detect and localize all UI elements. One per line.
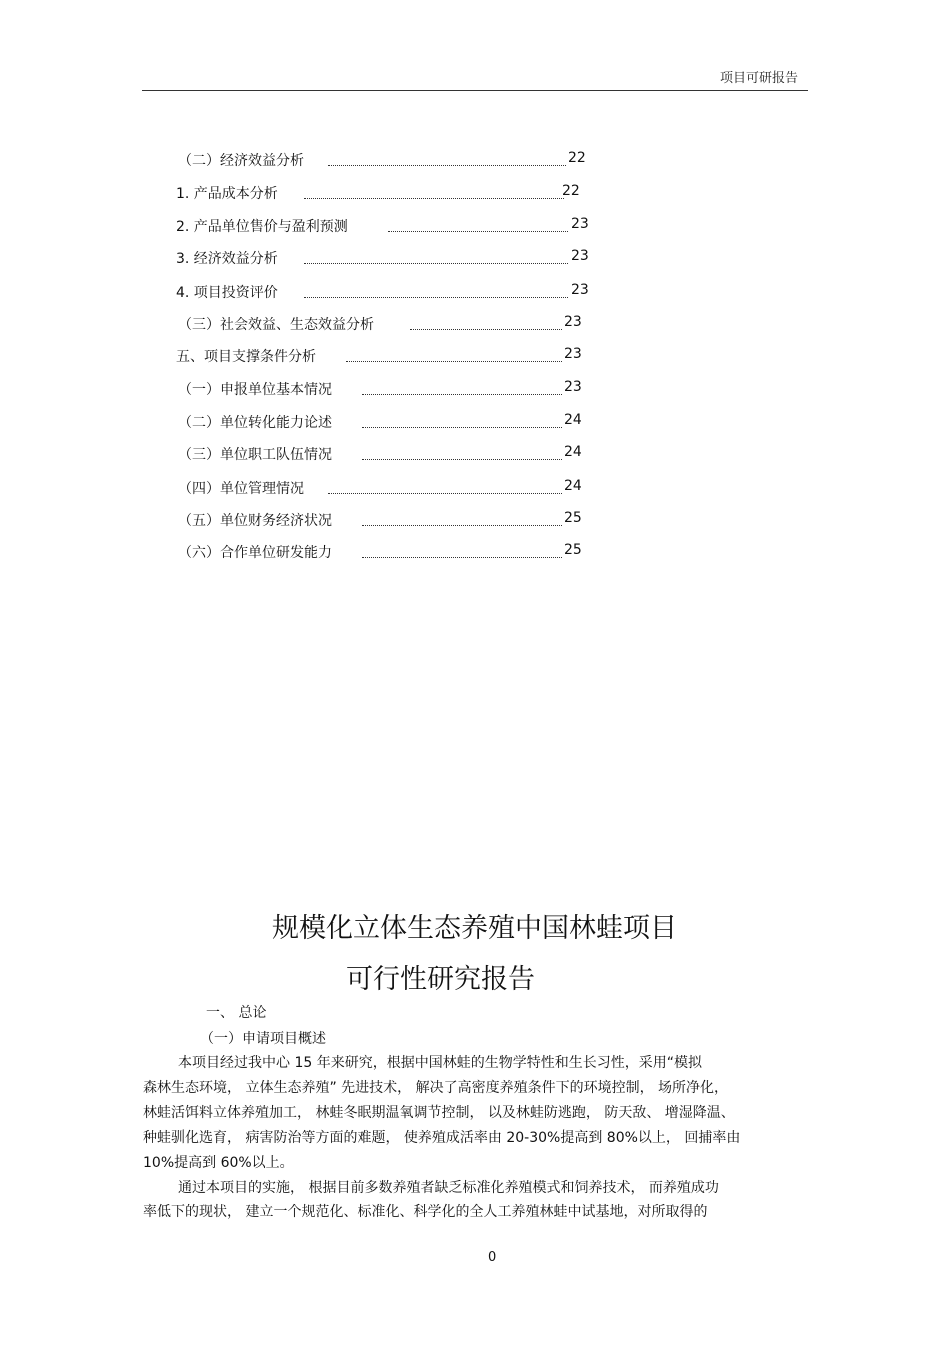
- paragraph-line: 本项目经过我中心 15 年来研究，根据中国林蛙的生物学特性和生长习性，采用“模拟: [178, 1055, 702, 1071]
- toc-page: 23: [571, 248, 589, 264]
- toc-page: 22: [568, 150, 586, 166]
- toc-page: 23: [564, 314, 582, 330]
- paragraph-line: 率低下的现状， 建立一个规范化、标准化、科学化的全人工养殖林蛙中试基地，对所取得的: [143, 1204, 708, 1220]
- toc-row[interactable]: [0, 314, 950, 334]
- toc-label: （五）单位财务经济状况: [178, 513, 332, 529]
- toc-leader-dots: [410, 329, 562, 330]
- toc-page: 23: [564, 346, 582, 362]
- toc-leader-dots: [304, 297, 568, 298]
- toc-page: 24: [564, 444, 582, 460]
- page-number: 0: [488, 1250, 497, 1265]
- toc-label: （三）单位职工队伍情况: [178, 447, 332, 463]
- toc-label: 4. 项目投资评价: [176, 285, 278, 301]
- toc-page: 24: [564, 412, 582, 428]
- toc-leader-dots: [362, 394, 562, 395]
- toc-label: （二）单位转化能力论述: [178, 415, 332, 431]
- toc-label: （三）社会效益、生态效益分析: [178, 317, 374, 333]
- toc-leader-dots: [362, 557, 562, 558]
- toc-leader-dots: [328, 165, 566, 166]
- toc-label: （二）经济效益分析: [178, 153, 304, 169]
- toc-leader-dots: [362, 459, 562, 460]
- paragraph-line: 10%提高到 60%以上。: [143, 1155, 294, 1171]
- toc-page: 24: [564, 478, 582, 494]
- toc-leader-dots: [388, 231, 568, 232]
- toc-page: 25: [564, 542, 582, 558]
- toc-label: 2. 产品单位售价与盈利预测: [176, 219, 348, 235]
- toc-page: 25: [564, 510, 582, 526]
- toc-row[interactable]: [0, 412, 950, 432]
- toc-label: 3. 经济效益分析: [176, 251, 278, 267]
- toc-label: （一）申报单位基本情况: [178, 382, 332, 398]
- subsection-heading: （一）申请项目概述: [200, 1031, 326, 1047]
- toc-row[interactable]: [0, 444, 950, 464]
- toc-label: （六）合作单位研发能力: [178, 545, 332, 561]
- paragraph-line: 林蛙活饵料立体养殖加工， 林蛙冬眠期温氧调节控制， 以及林蛙防逃跑， 防天敌、 增湿降温、: [143, 1105, 735, 1121]
- toc-row[interactable]: [0, 379, 950, 399]
- toc-row[interactable]: [0, 248, 950, 268]
- toc-page: 23: [571, 216, 589, 232]
- report-title-line2: 可行性研究报告: [346, 964, 535, 995]
- toc-leader-dots: [328, 493, 562, 494]
- toc-leader-dots: [346, 361, 562, 362]
- toc-row[interactable]: [0, 150, 950, 170]
- toc-page: 23: [571, 282, 589, 298]
- page-header-title: 项目可研报告: [719, 71, 798, 86]
- toc-row[interactable]: [0, 282, 950, 302]
- paragraph-line: 通过本项目的实施， 根据目前多数养殖者缺乏标准化养殖模式和饲养技术， 而养殖成功: [178, 1180, 719, 1196]
- toc-leader-dots: [362, 427, 562, 428]
- toc-row[interactable]: [0, 346, 950, 366]
- toc-leader-dots: [304, 263, 568, 264]
- toc-row[interactable]: [0, 510, 950, 530]
- paragraph-line: 森林生态环境， 立体生态养殖” 先进技术， 解决了高密度养殖条件下的环境控制， 场所净化，: [143, 1080, 729, 1096]
- toc-row[interactable]: [0, 542, 950, 562]
- toc-row[interactable]: [0, 216, 950, 236]
- toc-label: （四）单位管理情况: [178, 481, 304, 497]
- report-title-line1: 规模化立体生态养殖中国林蛙项目: [272, 913, 677, 944]
- header-rule: [142, 90, 808, 91]
- toc-row[interactable]: [0, 478, 950, 498]
- toc-page: 22: [562, 183, 580, 199]
- toc-label: 五、项目支撑条件分析: [176, 349, 316, 365]
- section-heading: 一、 总论: [206, 1005, 267, 1021]
- toc-label: 1. 产品成本分析: [176, 186, 278, 202]
- paragraph-line: 种蛙驯化选育， 病害防治等方面的难题， 使养殖成活率由 20-30%提高到 80%以上， 回捕率由: [143, 1130, 741, 1146]
- toc-leader-dots: [304, 198, 564, 199]
- toc-leader-dots: [362, 525, 562, 526]
- toc-page: 23: [564, 379, 582, 395]
- toc-row[interactable]: [0, 183, 950, 203]
